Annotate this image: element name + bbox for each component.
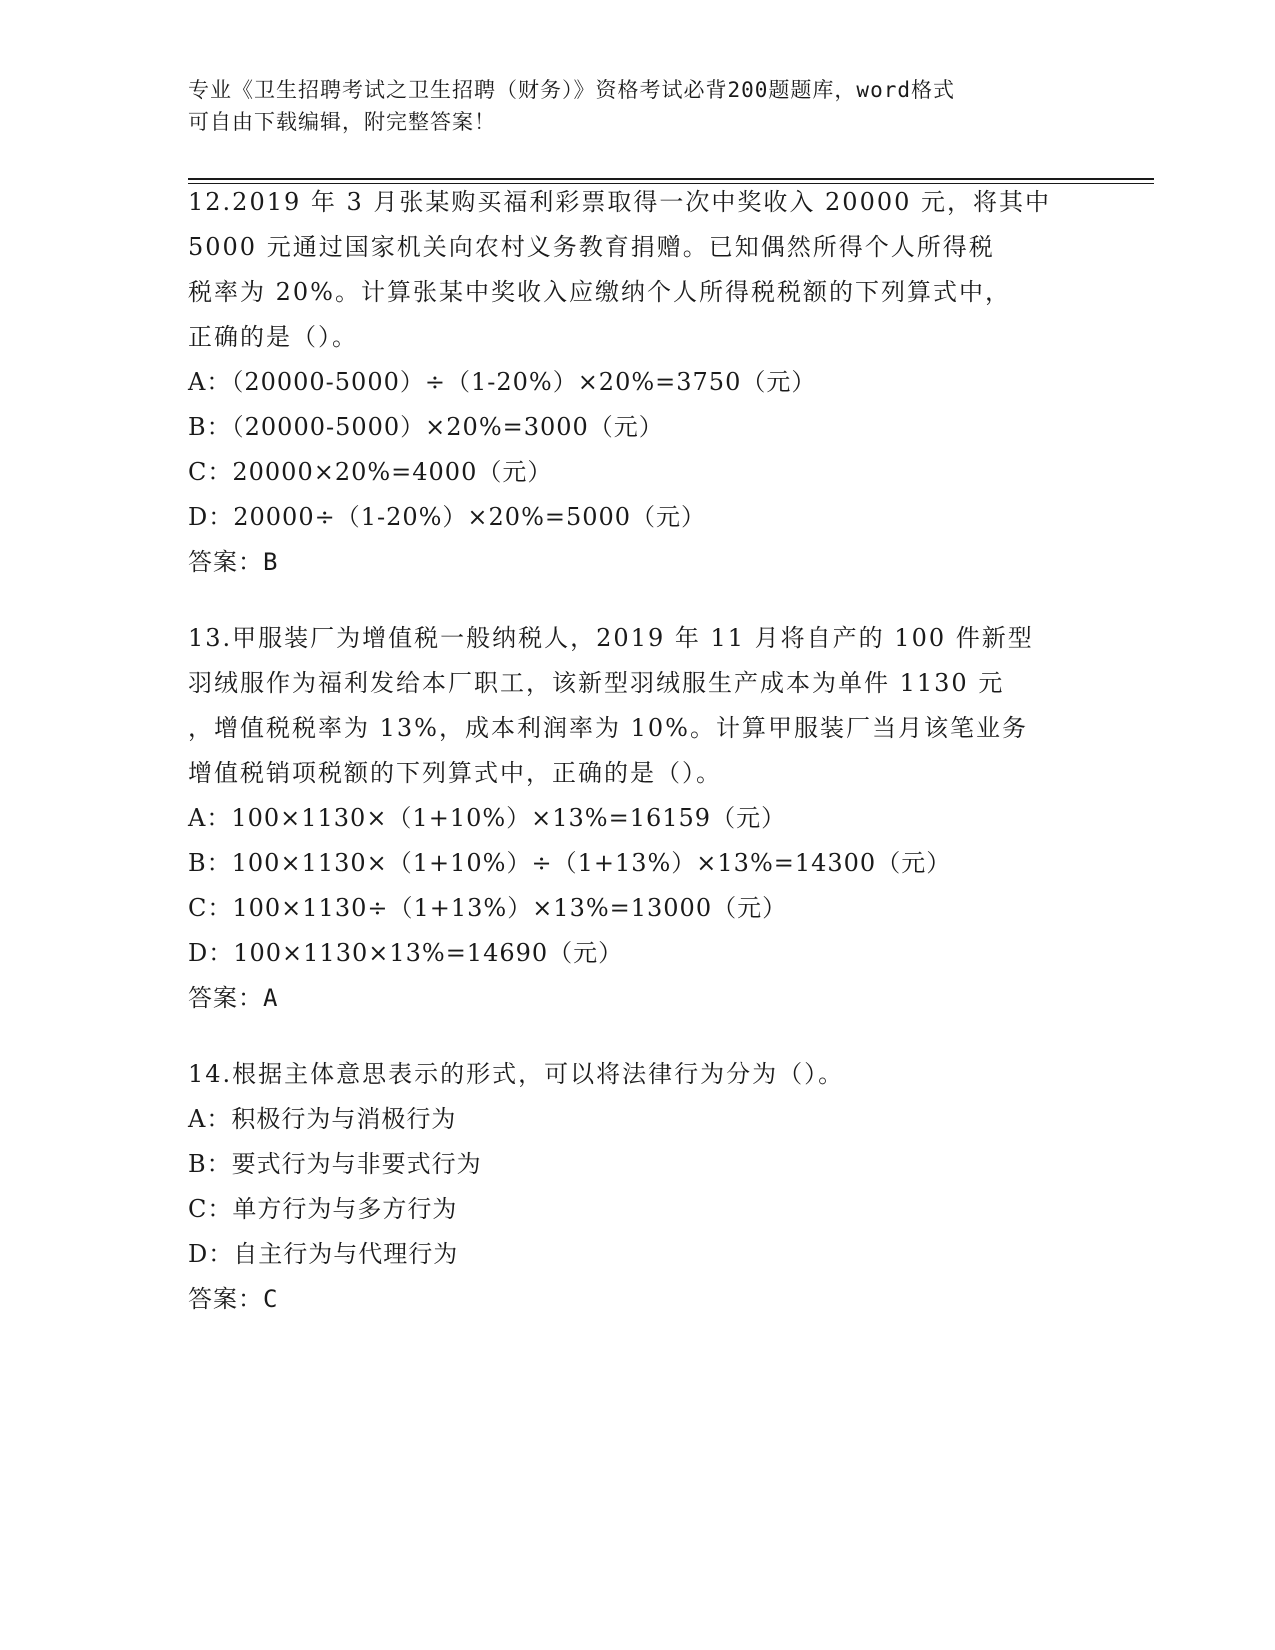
header-line-1: 专业《卫生招聘考试之卫生招聘（财务）》资格考试必背200题题库，word格式 <box>188 78 955 102</box>
answer-line: 答案：A <box>188 984 279 1012</box>
option-d: D：100×1130×13%=14690（元） <box>188 939 624 967</box>
option-d: D：自主行为与代理行为 <box>188 1240 459 1268</box>
option-a: A：100×1130×（1+10%）×13%=16159（元） <box>188 804 787 832</box>
option-d: D：20000÷（1-20%）×20%=5000（元） <box>188 503 707 531</box>
option-a: A：（20000-5000）÷（1-20%）×20%=3750（元） <box>188 368 817 396</box>
option-b: B：（20000-5000）×20%=3000（元） <box>188 413 664 441</box>
option-c: C：100×1130÷（1+13%）×13%=13000（元） <box>188 894 788 922</box>
question-text-line: 13.甲服装厂为增值税一般纳税人，2019 年 11 月将自产的 100 件新型 <box>188 624 1034 652</box>
question-text-line: ，增值税税率为 13%，成本利润率为 10%。计算甲服装厂当月该笔业务 <box>188 714 1028 742</box>
question-14 <box>188 1052 1088 1322</box>
option-b: B：要式行为与非要式行为 <box>188 1150 482 1178</box>
answer-line: 答案：B <box>188 548 279 576</box>
header-line-2: 可自由下载编辑，附完整答案！ <box>188 110 496 134</box>
question-text-line: 12.2019 年 3 月张某购买福利彩票取得一次中奖收入 20000 元，将其中 <box>188 188 1052 216</box>
question-text-line: 羽绒服作为福利发给本厂职工，该新型羽绒服生产成本为单件 1130 元 <box>188 669 1005 697</box>
question-text-line: 5000 元通过国家机关向农村义务教育捐赠。已知偶然所得个人所得税 <box>188 233 995 261</box>
option-c: C：单方行为与多方行为 <box>188 1195 458 1223</box>
question-text-line: 14.根据主体意思表示的形式，可以将法律行为分为（）。 <box>188 1060 845 1088</box>
question-text-line: 增值税销项税额的下列算式中，正确的是（）。 <box>188 759 722 787</box>
answer-line: 答案：C <box>188 1285 279 1313</box>
question-12 <box>188 180 1088 585</box>
option-c: C：20000×20%=4000（元） <box>188 458 553 486</box>
option-a: A：积极行为与消极行为 <box>188 1105 457 1133</box>
option-b: B：100×1130×（1+10%）÷（1+13%）×13%=14300（元） <box>188 849 952 877</box>
question-13 <box>188 616 1088 1021</box>
question-text-line: 税率为 20%。计算张某中奖收入应缴纳个人所得税税额的下列算式中， <box>188 278 1011 306</box>
question-text-line: 正确的是（）。 <box>188 323 358 351</box>
document-header <box>188 74 1088 138</box>
